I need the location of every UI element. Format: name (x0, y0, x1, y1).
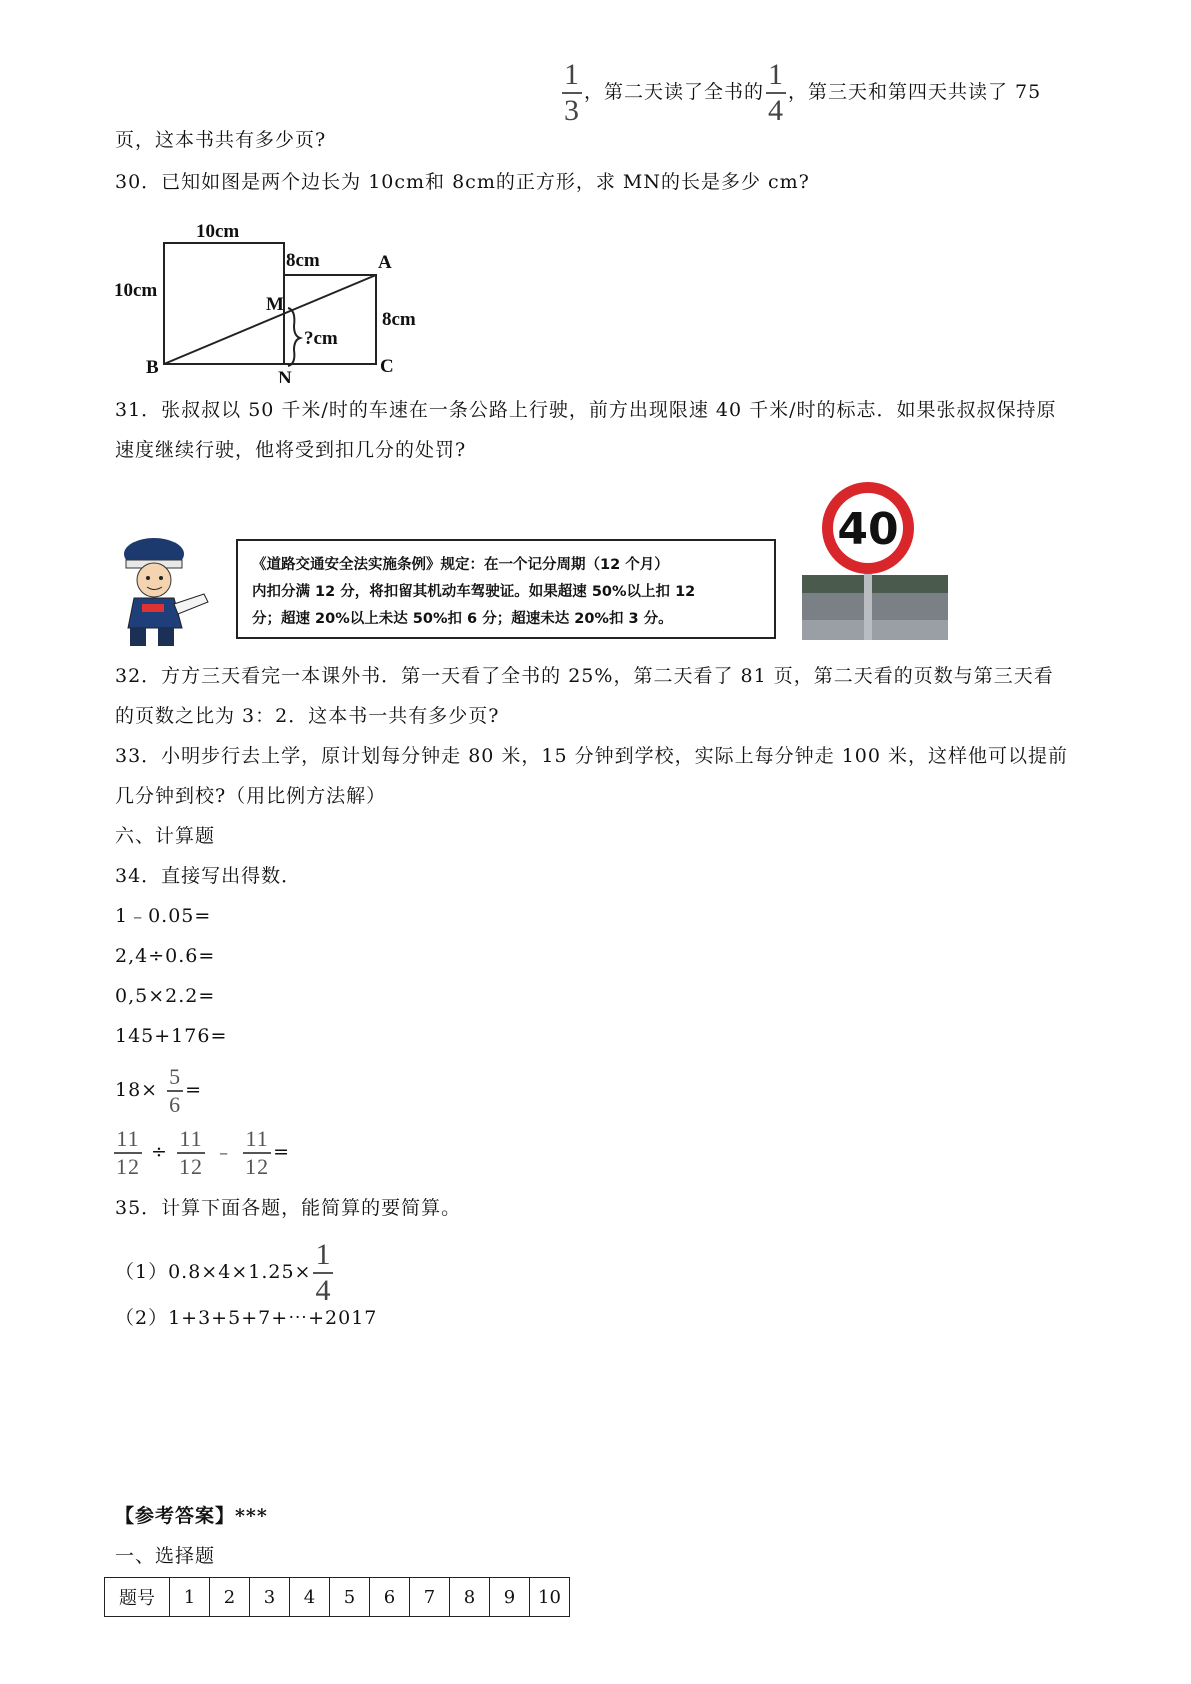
q34-item-4: 145+176= (115, 1025, 228, 1047)
point-A: A (378, 252, 392, 273)
brace-icon (288, 308, 300, 366)
q34-item-3: 0,5×2.2= (115, 985, 216, 1007)
traffic-rules-box (236, 539, 776, 639)
q29-line2: 页，这本书共有多少页? (115, 129, 327, 151)
section-6-heading: 六、计算题 (115, 825, 216, 847)
answers-title: 【参考答案】*** (115, 1505, 268, 1527)
small-square (284, 275, 376, 364)
label-right-8cm: 8cm (382, 309, 416, 330)
fraction-one-fourth: $\frac{1}{4}$ (768, 58, 785, 127)
answer-col-6: 6 (370, 1578, 410, 1617)
q35-item-1: （1）0.8×4×1.25× $\frac{1}{4}$ (115, 1238, 332, 1307)
q32-line2: 的页数之比为 3：2．这本书一共有多少页? (115, 705, 500, 727)
answer-col-4: 4 (290, 1578, 330, 1617)
fraction-five-sixths: $\frac{5}{6}$ (169, 1064, 182, 1117)
q34-item-2: 2,4÷0.6= (115, 945, 216, 967)
sign-speed-value: 40 (837, 504, 899, 555)
answer-table-row (105, 1578, 570, 1617)
answer-col-10: 10 (530, 1578, 570, 1617)
answer-col-3: 3 (250, 1578, 290, 1617)
label-small-top-8cm: 8cm (286, 250, 320, 271)
speed-limit-sign-photo (802, 480, 948, 640)
q30-text: 30．已知如图是两个边长为 10cm和 8cm的正方形，求 MN的长是多少 cm? (115, 171, 810, 193)
point-N: N (278, 368, 292, 383)
fraction-eleven-twelfths-1: $\frac{11}{12}$ (116, 1126, 140, 1179)
q32-line1: 32．方方三天看完一本课外书．第一天看了全书的 25%，第二天看了 81 页，第二天看的页数与第三天看 (115, 665, 1054, 687)
q33-line2: 几分钟到校?（用比例方法解） (115, 785, 387, 807)
q31-line2: 速度继续行驶，他将受到扣几分的处罚? (115, 439, 467, 461)
fraction-one-third: $\frac{1}{3}$ (564, 58, 580, 127)
q35-title: 35．计算下面各题，能简算的要简算。 (115, 1197, 462, 1219)
label-question-cm: ?cm (304, 328, 338, 349)
answer-col-5: 5 (330, 1578, 370, 1617)
q29-text-2: ，第三天和第四天共读了 75 (788, 81, 1042, 103)
answer-table-header: 题号 (105, 1578, 170, 1617)
answer-col-9: 9 (490, 1578, 530, 1617)
answers-section-1: 一、选择题 (115, 1545, 216, 1567)
q35-item-2: （2）1+3+5+7+⋯+2017 (115, 1307, 378, 1329)
answer-table (104, 1577, 570, 1617)
rule-line-1: 《道路交通安全法实施条例》规定：在一个记分周期（12 个月） (252, 557, 669, 573)
answer-col-2: 2 (210, 1578, 250, 1617)
q34-item-1: 1﹣0.05= (115, 905, 212, 927)
label-top-10cm: 10cm (196, 221, 240, 242)
police-cartoon-icon (112, 532, 212, 650)
answer-col-1: 1 (170, 1578, 210, 1617)
fraction-eleven-twelfths-3: $\frac{11}{12}$ (245, 1126, 270, 1179)
answer-col-8: 8 (450, 1578, 490, 1617)
rule-line-2: 内扣分满 12 分，将扣留其机动车驾驶证。如果超速 50%以上扣 12 (252, 584, 696, 600)
fraction-eleven-twelfths-2: $\frac{11}{12}$ (179, 1126, 204, 1179)
q34-title: 34．直接写出得数． (115, 865, 302, 887)
q33-line1: 33．小明步行去上学，原计划每分钟走 80 米，15 分钟到学校，实际上每分钟走 100 米，这样他可以提前 (115, 745, 1068, 767)
rule-line-3: 分；超速 20%以上未达 50%扣 6 分；超速未达 20%扣 3 分。 (252, 611, 673, 627)
q29-text-1: ，第二天读了全书的 (584, 81, 765, 103)
two-squares-figure (108, 208, 438, 383)
q34-item-5: 18× $\frac{5}{6}$ = (115, 1064, 203, 1117)
label-left-10cm: 10cm (114, 280, 158, 301)
point-B: B (146, 357, 159, 378)
line-BA (164, 275, 376, 364)
q29-line1 (560, 60, 1041, 126)
answer-col-7: 7 (410, 1578, 450, 1617)
q31-line1: 31．张叔叔以 50 千米/时的车速在一条公路上行驶，前方出现限速 40 千米/时的标志．如果张叔叔保持原 (115, 399, 1057, 421)
fraction-one-fourth-q35: $\frac{1}{4}$ (315, 1238, 332, 1307)
q34-item-6: $\frac{11}{12}$ ÷ $\frac{11}{12}$ ﹣ $\frac{11}{12}$ = (116, 1126, 291, 1179)
point-C: C (380, 356, 394, 377)
point-M: M (266, 294, 284, 315)
